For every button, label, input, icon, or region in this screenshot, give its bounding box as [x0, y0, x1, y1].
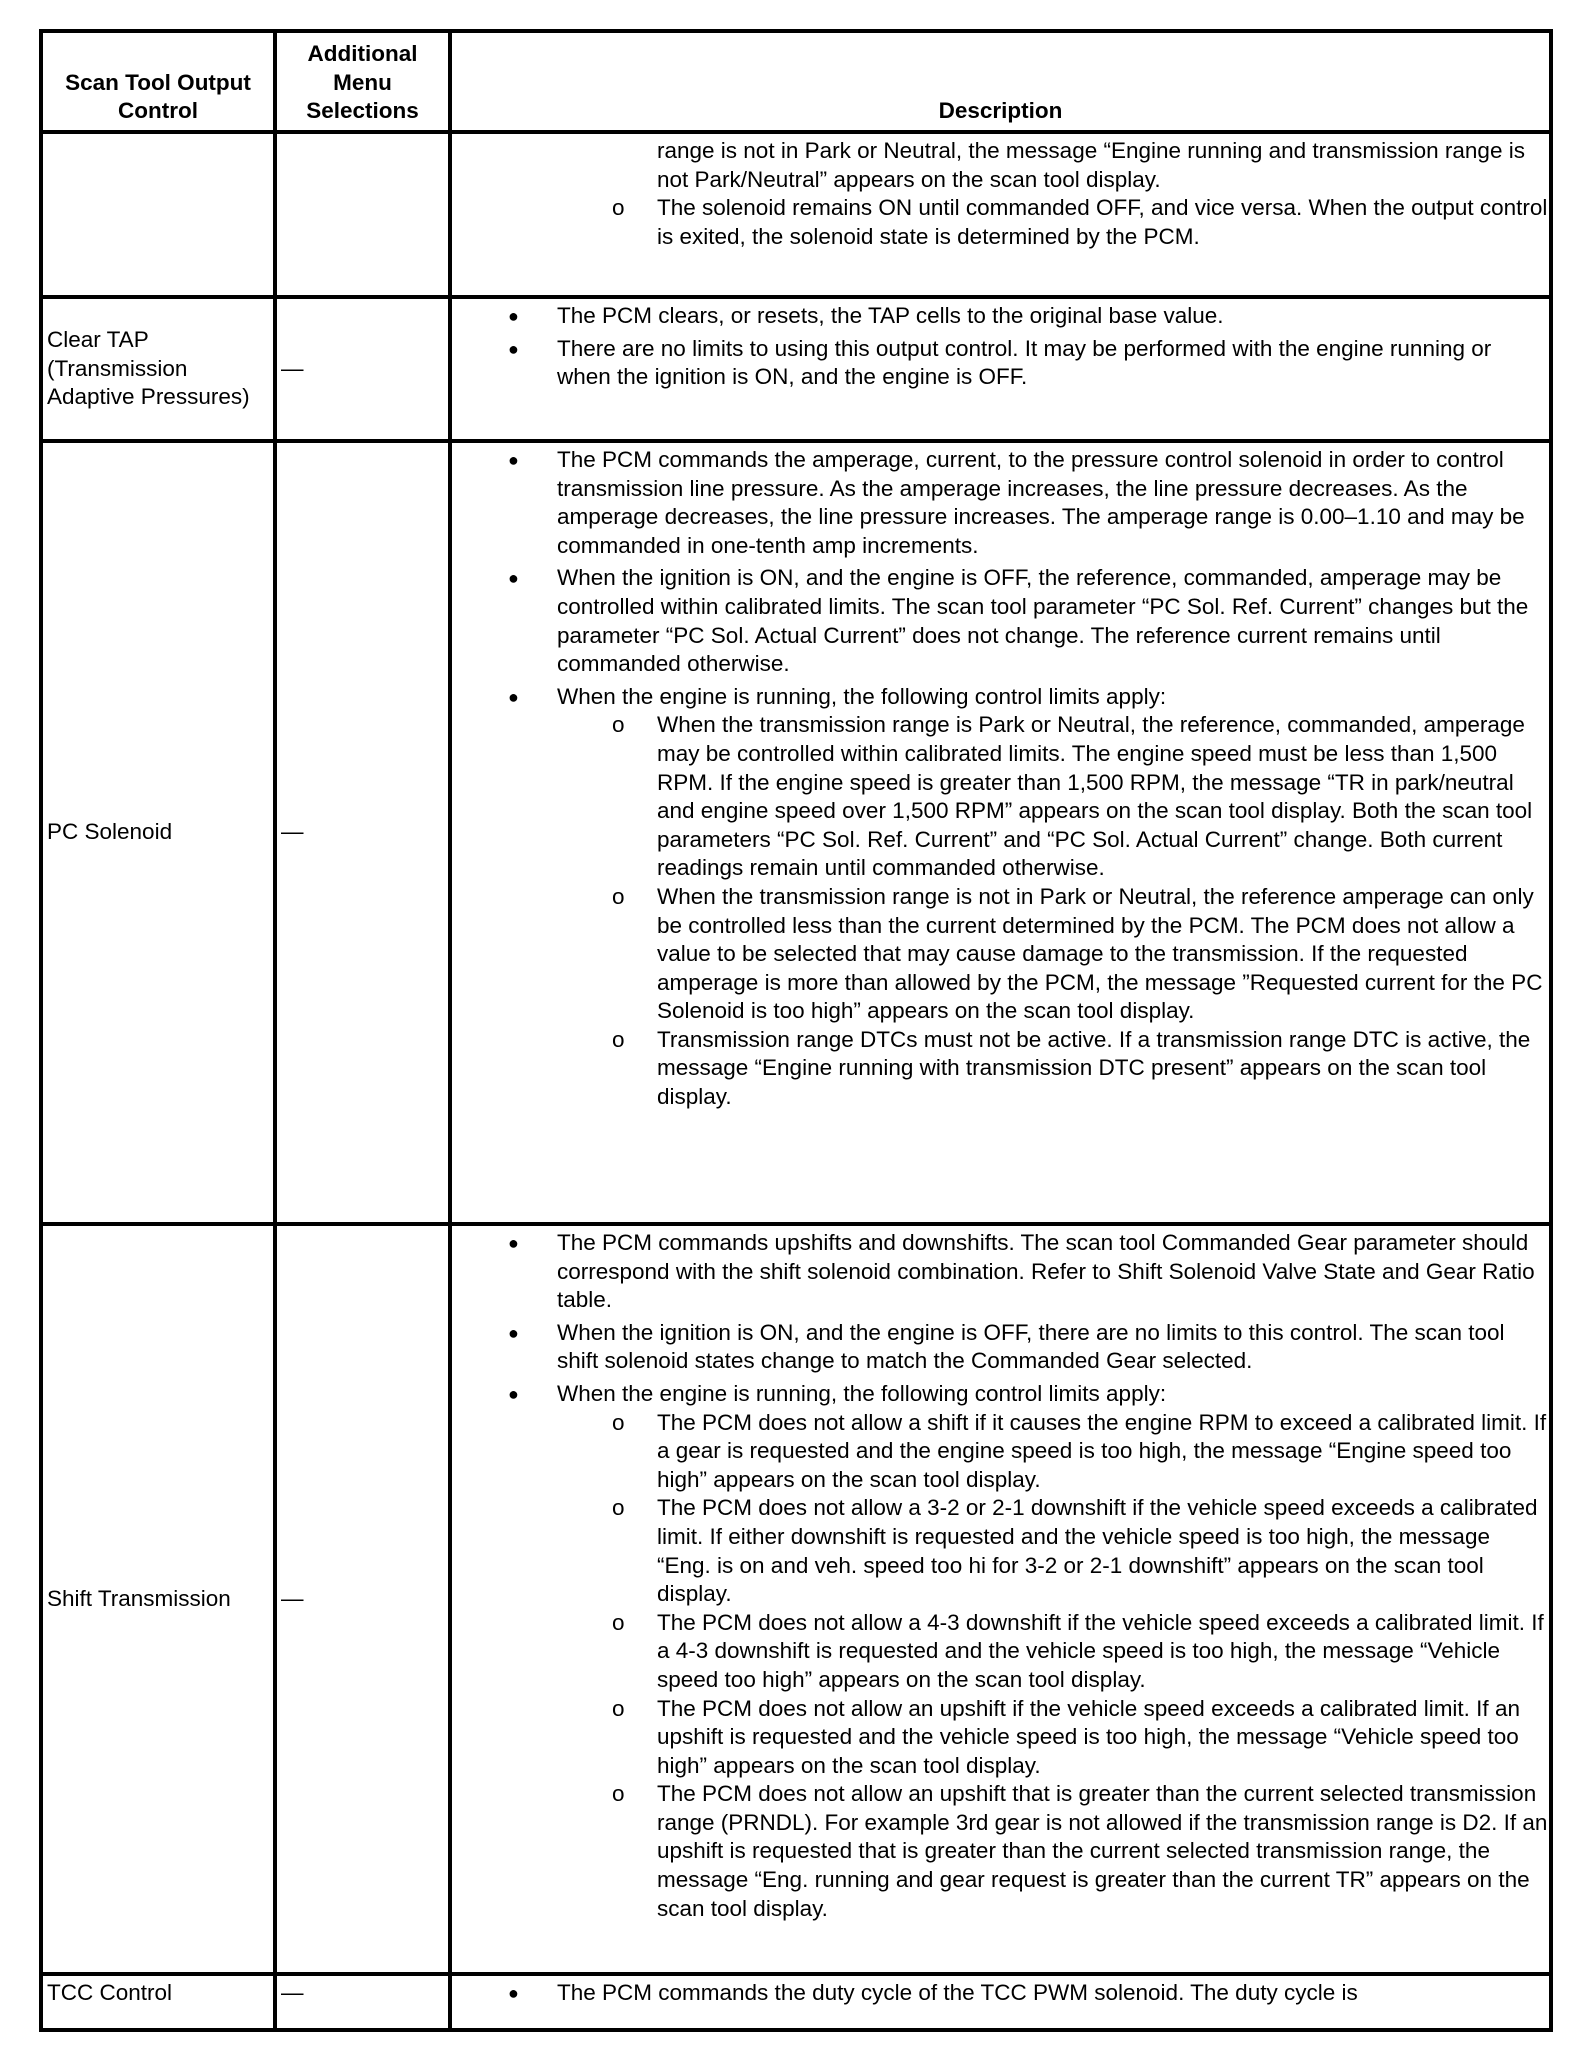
- table-row: [41, 297, 1551, 441]
- description-cell: [450, 1974, 1551, 2030]
- control-name: [41, 132, 275, 297]
- item-text: There are no limits to using this output control. It may be performed with the engine running or when the ignition is ON, and the engine is OFF.: [557, 335, 1492, 390]
- sub-bullet-item: [452, 1409, 1549, 1495]
- sub-bullet-item: [452, 1695, 1549, 1781]
- menu-selections: —: [275, 297, 450, 441]
- scan-tool-output-control-table: [39, 29, 1553, 2032]
- sub-bullet-item: [452, 137, 1549, 194]
- sub-bullet-icon: o: [612, 195, 625, 221]
- bullet-icon: ●: [508, 306, 519, 326]
- description-cell: [450, 441, 1551, 1224]
- sub-bullet-item: [452, 1494, 1549, 1608]
- sub-bullet-icon: o: [612, 1495, 625, 1521]
- item-text: When the ignition is ON, and the engine is OFF, there are no limits to this control. The scan tool shift solenoid states change to match the Commanded Gear selected.: [557, 1319, 1505, 1374]
- sub-bullet-item: [452, 883, 1549, 1026]
- item-text: The PCM commands upshifts and downshifts. The scan tool Commanded Gear parameter should correspond with the shift solenoid combination. Refer to Shift Solenoid Valve State and Gear Ratio table.: [557, 1230, 1535, 1313]
- sub-bullet-item: [452, 1026, 1549, 1112]
- item-text: The PCM commands the amperage, current, to the pressure control solenoid in order to control transmission line pressure. As the amperage increases, the line pressure decreases. As the amperage decreases, the line pressure increases. The amperage range is 0.00–1.10 and may be commanded in one-tenth amp increments.: [557, 447, 1525, 558]
- item-text: The PCM does not allow an upshift that is greater than the current selected transmission range (PRNDL). For example 3rd gear is not allowed if the transmission range is D2. If an upshift is requested that is greater than the current selected transmission range, the message “Eng. running and gear request is greater than the current TR” appears on the scan tool display.: [657, 1781, 1548, 1921]
- sub-bullet-icon: o: [612, 1781, 625, 1807]
- control-name: Clear TAP (Transmission Adaptive Pressures): [41, 297, 275, 441]
- table-row: [41, 441, 1551, 1224]
- bullet-item: [452, 335, 1549, 392]
- item-text: The PCM does not allow a 4-3 downshift if the vehicle speed exceeds a calibrated limit. If a 4-3 downshift is requested and the vehicle speed is too high, the message “Vehicle speed too high” appears on the scan tool display.: [657, 1609, 1544, 1692]
- item-text: The PCM does not allow a 3-2 or 2-1 downshift if the vehicle speed exceeds a calibrated limit. If either downshift is requested and the vehicle speed is too high, the message “Eng. is on and veh. speed too hi for 3-2 or 2-1 downshift” appears on the scan tool display.: [657, 1495, 1538, 1607]
- bullet-item: [452, 1380, 1549, 1409]
- item-text: When the ignition is ON, and the engine is OFF, the reference, commanded, amperage may be controlled within calibrated limits. The scan tool parameter “PC Sol. Ref. Current” changes but the parameter “PC Sol. Actual Current” does not change. The reference current remains until commanded otherwise.: [557, 565, 1529, 677]
- bullet-icon: ●: [508, 568, 519, 589]
- bullet-icon: ●: [508, 450, 519, 470]
- description-cell: [450, 132, 1551, 297]
- bullet-item: [452, 683, 1549, 712]
- description-cell: [450, 297, 1551, 441]
- sub-bullet-icon: o: [612, 1026, 625, 1052]
- menu-selections: [275, 132, 450, 297]
- item-text: Transmission range DTCs must not be active. If a transmission range DTC is active, the message “Engine running with transmission DTC present” appears on the scan tool display.: [657, 1026, 1531, 1110]
- bullet-item: [452, 1979, 1549, 2008]
- header-description: Description: [450, 31, 1551, 132]
- table-row: [41, 132, 1551, 297]
- bullet-icon: ●: [508, 686, 519, 707]
- item-text: When the engine is running, the following control limits apply:: [557, 1380, 1167, 1406]
- bullet-item: [452, 446, 1549, 560]
- item-text: When the engine is running, the following control limits apply:: [557, 683, 1167, 709]
- control-name: PC Solenoid: [41, 441, 275, 1224]
- sub-bullet-icon: o: [612, 712, 625, 738]
- header-row: [41, 31, 1551, 132]
- sub-bullet-icon: o: [612, 883, 625, 909]
- control-name: Shift Transmission: [41, 1224, 275, 1974]
- bullet-icon: ●: [508, 1322, 519, 1343]
- table-row: [41, 1224, 1551, 1974]
- item-text: When the transmission range is not in Park or Neutral, the reference amperage can only be controlled less than the current determined by the PCM. The PCM does not allow a value to be selected that may cause damage to the transmission. If the requested amperage is more than allowed by the PCM, the message ”Requested current for the PC Solenoid is too high” appears on the scan tool display.: [657, 883, 1543, 1024]
- item-text: range is not in Park or Neutral, the message “Engine running and transmission range is not Park/Neutral” appears on the scan tool display.: [657, 138, 1525, 192]
- item-text: When the transmission range is Park or Neutral, the reference, commanded, amperage may be controlled within calibrated limits. The engine speed must be less than 1,500 RPM. If the engine speed is greater than 1,500 RPM, the message “TR in park/neutral and engine speed over 1,500 RPM” appears on the scan tool display. Both the scan tool parameters “PC Sol. Ref. Current” and “PC Sol. Actual Current” change. Both current readings remain until commanded otherwise.: [657, 712, 1533, 881]
- item-text: The PCM does not allow an upshift if the vehicle speed exceeds a calibrated limit. If an upshift is requested and the vehicle speed is too high, the message “Vehicle speed too high” appears on the scan tool display.: [657, 1695, 1520, 1778]
- bullet-icon: ●: [508, 1233, 519, 1253]
- item-text: The PCM does not allow a shift if it causes the engine RPM to exceed a calibrated limit. If a gear is requested and the engine speed is too high, the message “Engine speed too high” appears on the scan tool display.: [657, 1409, 1547, 1492]
- menu-selections: —: [275, 1224, 450, 1974]
- sub-bullet-icon: o: [612, 1695, 625, 1721]
- menu-selections: —: [275, 1974, 450, 2030]
- bullet-item: [452, 1229, 1549, 1315]
- sub-bullet-item: [452, 194, 1549, 251]
- bullet-item: [452, 302, 1549, 331]
- sub-bullet-icon: o: [612, 1409, 625, 1435]
- header-control: Scan Tool Output Control: [41, 31, 275, 132]
- menu-selections: —: [275, 441, 450, 1224]
- item-text: The solenoid remains ON until commanded OFF, and vice versa. When the output control is exited, the solenoid state is determined by the PCM.: [657, 195, 1548, 249]
- item-text: The PCM commands the duty cycle of the TCC PWM solenoid. The duty cycle is: [557, 1980, 1358, 2005]
- sub-bullet-item: [452, 711, 1549, 883]
- item-text: The PCM clears, or resets, the TAP cells to the original base value.: [557, 303, 1224, 328]
- sub-bullet-icon: o: [612, 1609, 625, 1635]
- bullet-item: [452, 564, 1549, 678]
- description-cell: [450, 1224, 1551, 1974]
- control-name: TCC Control: [41, 1974, 275, 2030]
- bullet-item: [452, 1319, 1549, 1376]
- bullet-icon: ●: [508, 338, 519, 359]
- bullet-icon: ●: [508, 1383, 519, 1404]
- bullet-icon: ●: [508, 1983, 519, 2003]
- sub-bullet-item: [452, 1780, 1549, 1923]
- table-row: [41, 1974, 1551, 2030]
- header-menu: Additional Menu Selections: [275, 31, 450, 132]
- sub-bullet-item: [452, 1609, 1549, 1695]
